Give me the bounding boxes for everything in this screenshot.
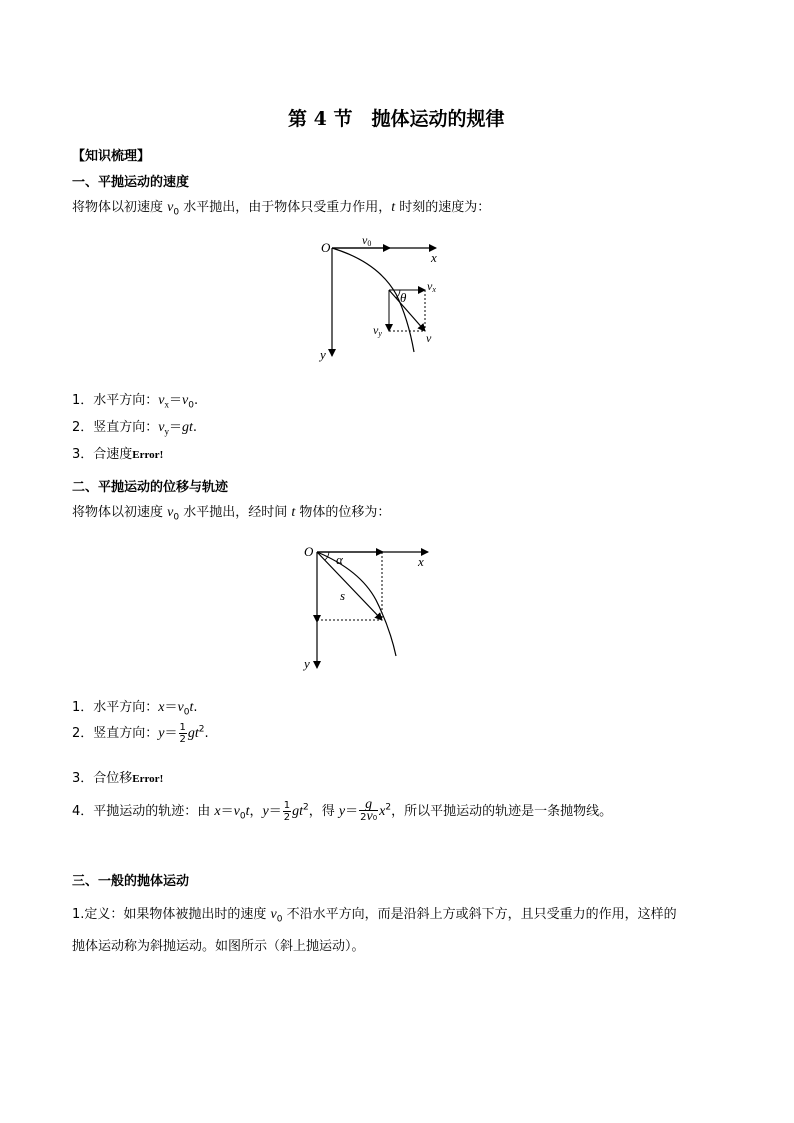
s1-item-1: 1．水平方向：$v_x=v_0$.: [72, 393, 199, 411]
s2-item-3: 3．合位移Error!: [72, 771, 164, 786]
section-2-intro: 将物体以初速度 $v_0$ 水平抛出，经时间 t 物体的位移为：: [72, 505, 391, 523]
section-2-heading: 二、平抛运动的位移与轨迹: [72, 480, 229, 495]
label-v0: v0: [362, 233, 372, 248]
section-heading-main: 【知识梳理】: [72, 149, 151, 164]
section-1-heading: 一、平抛运动的速度: [72, 175, 190, 190]
label-x-axis: x: [431, 250, 437, 265]
label-origin: O: [321, 240, 331, 255]
label-x-axis-2: x: [418, 554, 424, 569]
section-3-heading: 三、一般的抛体运动: [72, 874, 190, 889]
label-s: s: [340, 588, 346, 603]
displacement-diagram: [296, 538, 436, 673]
label-alpha: α: [336, 552, 343, 567]
s2-item-2: 2．竖直方向：y＝ $\frac{1}{2}$ $gt^2$.: [72, 722, 209, 745]
label-origin-2: O: [304, 544, 314, 559]
section-3-definition-line-2: 抛体运动称为斜抛运动。如图所示（斜上抛运动）。: [72, 939, 365, 954]
s2-item-4: 4．平抛运动的轨迹：由 $x=v_0t$，y＝ $\frac{1}{2}$ $gt^2$，得 y＝ $\frac{g}{2v0}$ $x^2$，所以平抛运动的轨迹是一条抛物线。: [72, 797, 613, 824]
label-y-axis-2: y: [304, 656, 310, 671]
label-vy: vy: [373, 323, 382, 338]
section-1-intro: 将物体以初速度 $v_0$ 水平抛出，由于物体只受重力作用，t 时刻的速度为：: [72, 200, 491, 218]
s1-item-3: 3．合速度Error!: [72, 447, 164, 462]
s2-item-1: 1．水平方向：$x=v_0t$.: [72, 700, 198, 718]
s1-item-2: 2．竖直方向：$v_y=gt$.: [72, 420, 198, 437]
section-3-definition-line-1: 1.定义：如果物体被抛出时的速度 $v_0$ 不沿水平方向，而是沿斜上方或斜下方，且只受重力的作用，这样的: [72, 907, 677, 925]
velocity-diagram: [310, 232, 450, 362]
label-theta: θ: [400, 290, 407, 305]
label-v: v: [426, 331, 432, 345]
label-y-axis: y: [320, 347, 326, 362]
label-vx: vx: [427, 279, 436, 294]
page-title: 第 4 节 抛体运动的规律: [288, 108, 505, 130]
